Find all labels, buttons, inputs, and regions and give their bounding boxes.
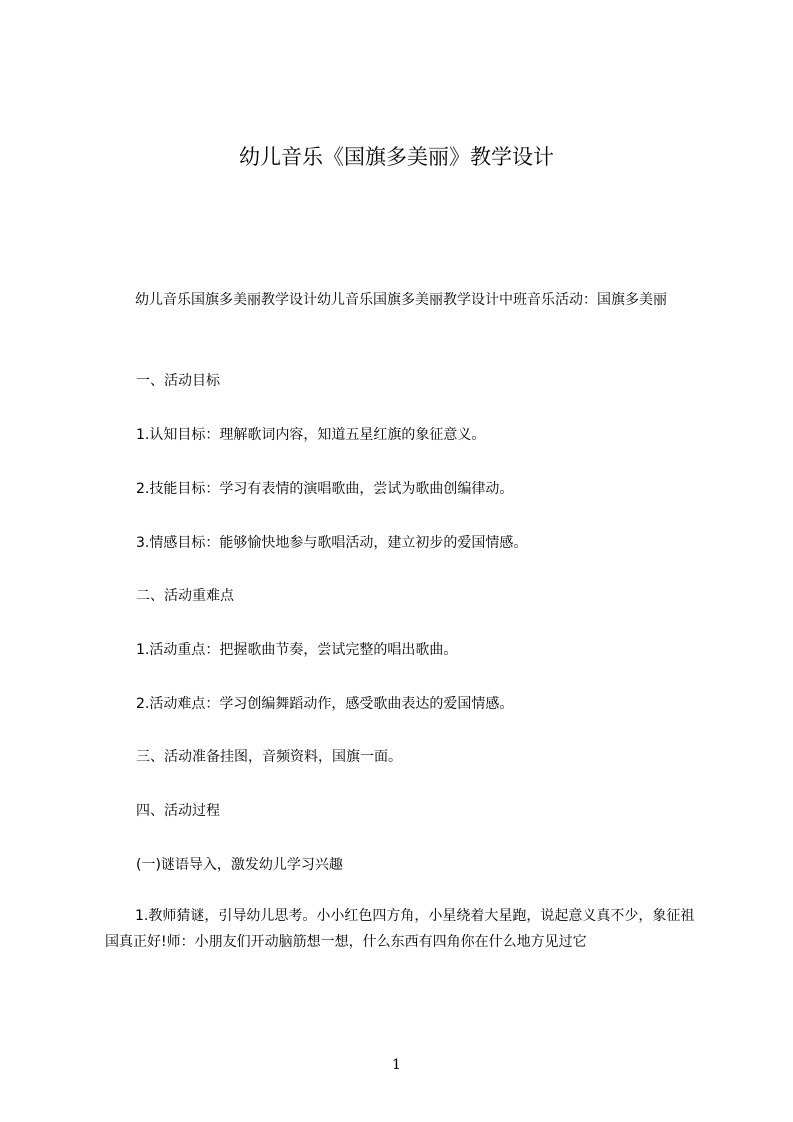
step1-paragraph: 1.教师猜谜，引导幼儿思考。小小红色四方角，小星绕着大星跑，说起意义真不少，象征祖国真正好!师：小朋友们开动脑筋想一想，什么东西有四角你在什么地方见过它 bbox=[105, 908, 695, 950]
document-title: 幼儿音乐《国旗多美丽》教学设计 bbox=[239, 145, 554, 169]
intro-paragraph: 幼儿音乐国旗多美丽教学设计幼儿音乐国旗多美丽教学设计中班音乐活动：国旗多美丽 bbox=[135, 292, 667, 308]
section-heading-goals: 一、活动目标 bbox=[136, 373, 220, 389]
subsection-heading-riddle: (一)谜语导入，激发幼儿学习兴趣 bbox=[136, 857, 343, 873]
difficult-point: 2.活动难点：学习创编舞蹈动作，感受歌曲表达的爱国情感。 bbox=[136, 696, 514, 712]
section-heading-process: 四、活动过程 bbox=[136, 803, 220, 819]
page-number: 1 bbox=[392, 1057, 401, 1073]
key-point: 1.活动重点：把握歌曲节奏，尝试完整的唱出歌曲。 bbox=[136, 642, 458, 658]
section-heading-preparation: 三、活动准备挂图，音频资料，国旗一面。 bbox=[136, 749, 402, 765]
section-heading-key-points: 二、活动重难点 bbox=[136, 588, 234, 604]
goal-cognitive: 1.认知目标：理解歌词内容，知道五星红旗的象征意义。 bbox=[136, 427, 486, 443]
goal-emotion: 3.情感目标：能够愉快地参与歌唱活动，建立初步的爱国情感。 bbox=[136, 535, 528, 551]
goal-skill: 2.技能目标：学习有表情的演唱歌曲，尝试为歌曲创编律动。 bbox=[136, 481, 514, 497]
